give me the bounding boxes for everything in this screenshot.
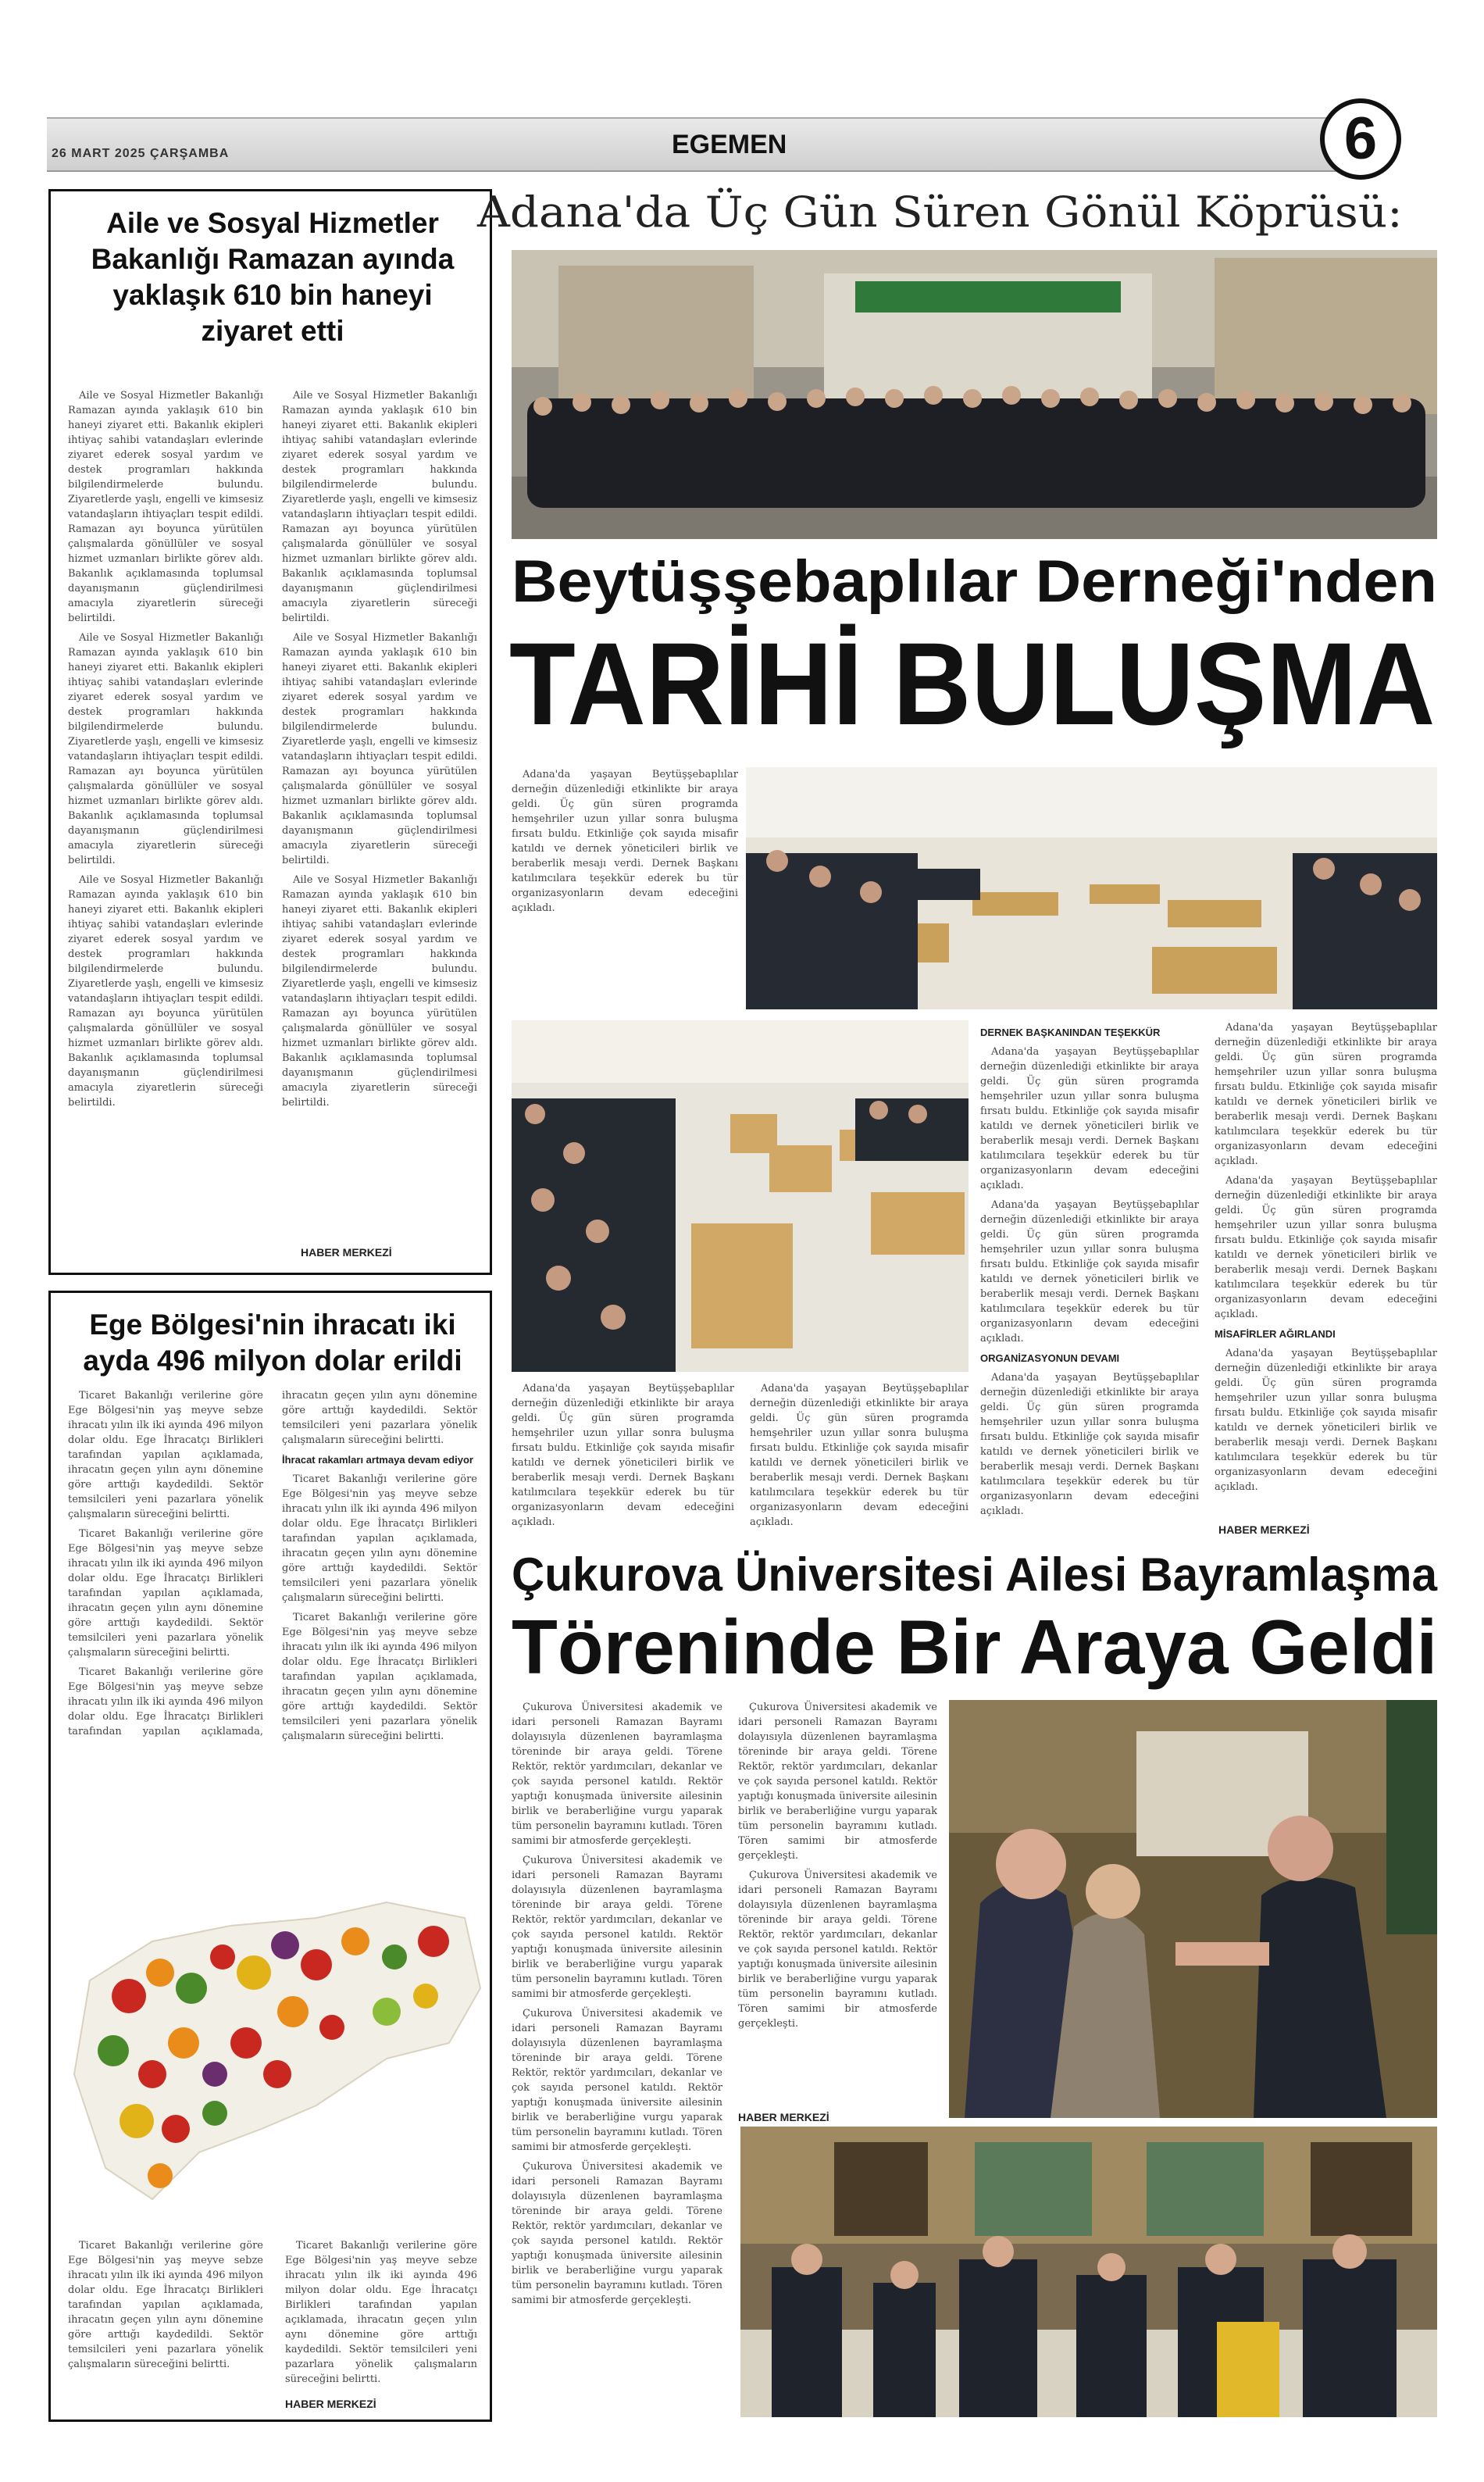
article-paragraph: Aile ve Sosyal Hizmetler Bakanlığı Ramazan ayında yaklaşık 610 bin haneyi ziyaret etti. Bakanlık ekipleri ihtiyaç sahibi vatandaşları evlerinde ziyaret ederek sosyal yardım ve destek programları hakkında bilgilendirmelerde bulundu. Ziyaretlerde yaşlı, engelli ve kimsesiz vatandaşların ihtiyaçları tespit edildi. Ramazan ayı boyunca yürütülen çalışmalarda gönüllüler ve sosyal hizmet uzmanları birlikte görev aldı. Bakanlık açıklamasında toplumsal dayanışmanın güçlendirilmesi amacıyla ziyaretlerin süreceği belirtildi.	[282, 390, 477, 624]
article-box-left-bottom	[48, 1291, 492, 2422]
article-paragraph: Aile ve Sosyal Hizmetler Bakanlığı Ramazan ayında yaklaşık 610 bin haneyi ziyaret etti. Bakanlık ekipleri ihtiyaç sahibi vatandaşları evlerinde ziyaret ederek sosyal yardım ve destek programları hakkında bilgilendirmelerde bulundu. Ziyaretlerde yaşlı, engelli ve kimsesiz vatandaşların ihtiyaçları tespit edildi. Ramazan ayı boyunca yürütülen çalışmalarda gönüllüler ve sosyal hizmet uzmanları birlikte görev aldı. Bakanlık açıklamasında toplumsal dayanışmanın güçlendirilmesi amacıyla ziyaretlerin süreceği belirtildi.	[68, 390, 263, 624]
article-paragraph: Aile ve Sosyal Hizmetler Bakanlığı Ramazan ayında yaklaşık 610 bin haneyi ziyaret etti. Bakanlık ekipleri ihtiyaç sahibi vatandaşları evlerinde ziyaret ederek sosyal yardım ve destek programları hakkında bilgilendirmelerde bulundu. Ziyaretlerde yaşlı, engelli ve kimsesiz vatandaşların ihtiyaçları tespit edildi. Ramazan ayı boyunca yürütülen çalışmalarda gönüllüler ve sosyal hizmet uzmanları birlikte görev aldı. Bakanlık açıklamasında toplumsal dayanışmanın güçlendirilmesi amacıyla ziyaretlerin süreceği belirtildi.	[68, 632, 263, 866]
article-body	[512, 1381, 734, 1541]
article-subhead: İhracat rakamları artmaya devam ediyor	[282, 1454, 473, 1466]
article-paragraph: Aile ve Sosyal Hizmetler Bakanlığı Ramazan ayında yaklaşık 610 bin haneyi ziyaret etti. Bakanlık ekipleri ihtiyaç sahibi vatandaşları evlerinde ziyaret ederek sosyal yardım ve destek programları hakkında bilgilendirmelerde bulundu. Ziyaretlerde yaşlı, engelli ve kimsesiz vatandaşların ihtiyaçları tespit edildi. Ramazan ayı boyunca yürütülen çalışmalarda gönüllüler ve sosyal hizmet uzmanları birlikte görev aldı. Bakanlık açıklamasında toplumsal dayanışmanın güçlendirilmesi amacıyla ziyaretlerin süreceği belirtildi.	[282, 874, 477, 1109]
article-headline-line1: Çukurova Üniversitesi Ailesi Bayramlaşma	[512, 1548, 1438, 1601]
issue-date: 26 MART 2025 ÇARŞAMBA	[52, 147, 230, 160]
article-body	[68, 388, 477, 1236]
article-paragraph: Adana'da yaşayan Beytüşşebaplılar derneğin düzenlediği etkinlikte bir araya geldi. Üç gün süren programda hemşehriler uzun yıllar sonra buluşma fırsatı buldu. Etkinliğe çok sayıda misafir katıldı ve dernek yöneticileri birlik ve beraberlik mesajı verdi. Dernek Başkanı katılımcılara teşekkür ederek bu tür organizasyonların devam edeceğini açıkladı.	[980, 1046, 1199, 1191]
article-headline: Aile ve Sosyal Hizmetler Bakanlığı Ramazan ayında yaklaşık 610 bin haneyi ziyaret etti	[91, 207, 455, 347]
article-paragraph: Adana'da yaşayan Beytüşşebaplılar derneğin düzenlediği etkinlikte bir araya geldi. Üç gün süren programda hemşehriler uzun yıllar sonra buluşma fırsatı buldu. Etkinliğe çok sayıda misafir katıldı ve dernek yöneticileri birlik ve beraberlik mesajı verdi. Dernek Başkanı katılımcılara teşekkür ederek bu tür organizasyonların devam edeceğini açıkladı.	[750, 1383, 969, 1528]
article-body-continued	[68, 2238, 263, 2395]
article-paragraph: Ticaret Bakanlığı verilerine göre Ege Bölgesi'nin yaş meyve sebze ihracatı yılın ilk iki ayında 496 milyon dolar oldu. Ege İhracatçı Birlikleri tarafından yapılan açıklamada, ihracatın geçen yılın aynı dönemine göre arttığı kaydedildi. Sektör temsilcileri yeni pazarlara yönelik çalışmaların süreceğini belirtti.	[282, 1612, 477, 1742]
article-subhead: MİSAFİRLER AĞIRLANDI	[1215, 1328, 1336, 1340]
article-paragraph: Aile ve Sosyal Hizmetler Bakanlığı Ramazan ayında yaklaşık 610 bin haneyi ziyaret etti. Bakanlık ekipleri ihtiyaç sahibi vatandaşları evlerinde ziyaret ederek sosyal yardım ve destek programları hakkında bilgilendirmelerde bulundu. Ziyaretlerde yaşlı, engelli ve kimsesiz vatandaşların ihtiyaçları tespit edildi. Ramazan ayı boyunca yürütülen çalışmalarda gönüllüler ve sosyal hizmet uzmanları birlikte görev aldı. Bakanlık açıklamasında toplumsal dayanışmanın güçlendirilmesi amacıyla ziyaretlerin süreceği belirtildi.	[282, 632, 477, 866]
article-subhead: DERNEK BAŞKANINDAN TEŞEKKÜR	[980, 1027, 1161, 1038]
article-headline: Ege Bölgesi'nin ihracatı iki ayda 496 milyon dolar erildi	[83, 1309, 462, 1377]
article-paragraph: Adana'da yaşayan Beytüşşebaplılar derneğin düzenlediği etkinlikte bir araya geldi. Üç gün süren programda hemşehriler uzun yıllar sonra buluşma fırsatı buldu. Etkinliğe çok sayıda misafir katıldı ve dernek yöneticileri birlik ve beraberlik mesajı verdi. Dernek Başkanı katılımcılara teşekkür ederek bu tür organizasyonların devam edeceğini açıkladı.	[980, 1199, 1199, 1345]
article-paragraph: Adana'da yaşayan Beytüşşebaplılar derneğin düzenlediği etkinlikte bir araya geldi. Üç gün süren programda hemşehriler uzun yıllar sonra buluşma fırsatı buldu. Etkinliğe çok sayıda misafir katıldı ve dernek yöneticileri birlik ve beraberlik mesajı verdi. Dernek Başkanı katılımcılara teşekkür ederek bu tür organizasyonların devam edeceğini açıkladı.	[1215, 1348, 1437, 1493]
article-paragraph: Adana'da yaşayan Beytüşşebaplılar derneğin düzenlediği etkinlikte bir araya geldi. Üç gün süren programda hemşehriler uzun yıllar sonra buluşma fırsatı buldu. Etkinliğe çok sayıda misafir katıldı ve dernek yöneticileri birlik ve beraberlik mesajı verdi. Dernek Başkanı katılımcılara teşekkür ederek bu tür organizasyonların devam edeceğini açıkladı.	[512, 1383, 734, 1528]
article-body	[68, 1388, 477, 1873]
group-photo-image	[512, 250, 1437, 539]
article-paragraph: Ticaret Bakanlığı verilerine göre Ege Bölgesi'nin yaş meyve sebze ihracatı yılın ilk iki ayında 496 milyon dolar oldu. Ege İhracatçı Birlikleri tarafından yapılan açıklamada, ihracatın geçen yılın aynı dönemine göre arttığı kaydedildi. Sektör temsilcileri yeni pazarlara yönelik çalışmaların süreceğini belirtti.	[68, 2240, 263, 2370]
page-number: 6	[1320, 98, 1401, 180]
article-paragraph: Çukurova Üniversitesi akademik ve idari personeli Ramazan Bayramı dolayısıyla düzenlenen bayramlaşma töreninde bir araya geldi. Törene Rektör, rektör yardımcıları, dekanlar ve çok sayıda personel katıldı. Rektör yaptığı konuşmada üniversite ailesinin birlik ve beraberliğine vurgu yaparak tüm personelin bayramını kutladı. Tören samimi bir atmosferde gerçekleşti.	[512, 2161, 722, 2306]
article-paragraph: Ticaret Bakanlığı verilerine göre Ege Bölgesi'nin yaş meyve sebze ihracatı yılın ilk iki ayında 496 milyon dolar oldu. Ege İhracatçı Birlikleri tarafından yapılan açıklamada, ihracatın geçen yılın aynı dönemine göre arttığı kaydedildi. Sektör temsilcileri yeni pazarlara yönelik çalışmaların süreceğini belirtti.	[68, 1390, 263, 1520]
article-paragraph: Ticaret Bakanlığı verilerine göre Ege Bölgesi'nin yaş meyve sebze ihracatı yılın ilk iki ayında 496 milyon dolar oldu. Ege İhracatçı Birlikleri tarafından yapılan açıklamada, ihracatın geçen yılın aynı dönemine göre arttığı kaydedildi. Sektör temsilcileri yeni pazarlara yönelik çalışmaların süreceğini belirtti.	[68, 1528, 263, 1659]
article-body-continued	[285, 2238, 477, 2395]
article-body	[512, 767, 738, 994]
article-signature: HABER MERKEZİ	[1218, 1523, 1310, 1536]
article-paragraph: Ticaret Bakanlığı verilerine göre Ege Bölgesi'nin yaş meyve sebze ihracatı yılın ilk iki ayında 496 milyon dolar oldu. Ege İhracatçı Birlikleri tarafından yapılan açıklamada, ihracatın geçen yılın aynı dönemine göre arttığı kaydedildi. Sektör temsilcileri yeni pazarlara yönelik çalışmaların süreceğini belirtti.	[68, 1390, 477, 1737]
article-paragraph: Çukurova Üniversitesi akademik ve idari personeli Ramazan Bayramı dolayısıyla düzenlenen bayramlaşma töreninde bir araya geldi. Törene Rektör, rektör yardımcıları, dekanlar ve çok sayıda personel katıldı. Rektör yaptığı konuşmada üniversite ailesinin birlik ve beraberliğine vurgu yaparak tüm personelin bayramını kutladı. Tören samimi bir atmosferde gerçekleşti.	[738, 1870, 937, 2030]
article-subhead: ORGANİZASYONUN DEVAMI	[980, 1352, 1120, 1364]
article-body	[750, 1381, 969, 1541]
article-paragraph: Çukurova Üniversitesi akademik ve idari personeli Ramazan Bayramı dolayısıyla düzenlenen bayramlaşma töreninde bir araya geldi. Törene Rektör, rektör yardımcıları, dekanlar ve çok sayıda personel katıldı. Rektör yaptığı konuşmada üniversite ailesinin birlik ve beraberliğine vurgu yaparak tüm personelin bayramını kutladı. Tören samimi bir atmosferde gerçekleşti.	[512, 1702, 722, 1847]
article-headline-line2: Töreninde Bir Araya Geldi	[512, 1604, 1438, 1690]
article-paragraph: Adana'da yaşayan Beytüşşebaplılar derneğin düzenlediği etkinlikte bir araya geldi. Üç gün süren programda hemşehriler uzun yıllar sonra buluşma fırsatı buldu. Etkinliğe çok sayıda misafir katıldı ve dernek yöneticileri birlik ve beraberlik mesajı verdi. Dernek Başkanı katılımcılara teşekkür ederek bu tür organizasyonların devam edeceğini açıkladı.	[512, 769, 738, 914]
article-paragraph: Ticaret Bakanlığı verilerine göre Ege Bölgesi'nin yaş meyve sebze ihracatı yılın ilk iki ayında 496 milyon dolar oldu. Ege İhracatçı Birlikleri tarafından yapılan açıklamada, ihracatın geçen yılın aynı dönemine göre arttığı kaydedildi. Sektör temsilcileri yeni pazarlara yönelik çalışmaların süreceğini belirtti.	[285, 2240, 477, 2385]
article-paragraph: Ticaret Bakanlığı verilerine göre Ege Bölgesi'nin yaş meyve sebze ihracatı yılın ilk iki ayında 496 milyon dolar oldu. Ege İhracatçı Birlikleri tarafından yapılan açıklamada, ihracatın geçen yılın aynı dönemine göre arttığı kaydedildi. Sektör temsilcileri yeni pazarlara yönelik çalışmaların süreceğini belirtti.	[282, 1473, 477, 1604]
article-signature: HABER MERKEZİ	[285, 2398, 376, 2410]
article-paragraph: Çukurova Üniversitesi akademik ve idari personeli Ramazan Bayramı dolayısıyla düzenlenen bayramlaşma töreninde bir araya geldi. Törene Rektör, rektör yardımcıları, dekanlar ve çok sayıda personel katıldı. Rektör yaptığı konuşmada üniversite ailesinin birlik ve beraberliğine vurgu yaparak tüm personelin bayramını kutladı. Tören samimi bir atmosferde gerçekleşti.	[512, 2008, 722, 2153]
association-interior-photo	[746, 767, 1437, 1009]
article-body	[738, 1700, 937, 2106]
article-body	[980, 1020, 1199, 1536]
article-paragraph: Adana'da yaşayan Beytüşşebaplılar derneğin düzenlediği etkinlikte bir araya geldi. Üç gün süren programda hemşehriler uzun yıllar sonra buluşma fırsatı buldu. Etkinliğe çok sayıda misafir katıldı ve dernek yöneticileri birlik ve beraberlik mesajı verdi. Dernek Başkanı katılımcılara teşekkür ederek bu tür organizasyonların devam edeceğini açıkladı.	[1215, 1022, 1437, 1167]
article-paragraph: Adana'da yaşayan Beytüşşebaplılar derneğin düzenlediği etkinlikte bir araya geldi. Üç gün süren programda hemşehriler uzun yıllar sonra buluşma fırsatı buldu. Etkinliğe çok sayıda misafir katıldı ve dernek yöneticileri birlik ve beraberlik mesajı verdi. Dernek Başkanı katılımcılara teşekkür ederek bu tür organizasyonların devam edeceğini açıkladı.	[980, 1372, 1199, 1517]
article-body	[512, 1700, 722, 2403]
newspaper-name: EGEMEN	[672, 130, 787, 159]
article-box-left-top	[48, 189, 492, 1275]
turkey-produce-map-image	[59, 1871, 487, 2230]
article-paragraph: Aile ve Sosyal Hizmetler Bakanlığı Ramazan ayında yaklaşık 610 bin haneyi ziyaret etti. Bakanlık ekipleri ihtiyaç sahibi vatandaşları evlerinde ziyaret ederek sosyal yardım ve destek programları hakkında bilgilendirmelerde bulundu. Ziyaretlerde yaşlı, engelli ve kimsesiz vatandaşların ihtiyaçları tespit edildi. Ramazan ayı boyunca yürütülen çalışmalarda gönüllüler ve sosyal hizmet uzmanları birlikte görev aldı. Bakanlık açıklamasında toplumsal dayanışmanın güçlendirilmesi amacıyla ziyaretlerin süreceği belirtildi.	[68, 874, 263, 1109]
article-paragraph: Çukurova Üniversitesi akademik ve idari personeli Ramazan Bayramı dolayısıyla düzenlenen bayramlaşma töreninde bir araya geldi. Törene Rektör, rektör yardımcıları, dekanlar ve çok sayıda personel katıldı. Rektör yaptığı konuşmada üniversite ailesinin birlik ve beraberliğine vurgu yaparak tüm personelin bayramını kutladı. Tören samimi bir atmosferde gerçekleşti.	[738, 1702, 937, 1862]
article-headline-line2: TARİHİ BULUŞMA	[509, 618, 1436, 749]
ceremony-crowd-photo	[740, 2127, 1437, 2417]
ceremony-handshake-photo	[949, 1700, 1437, 2118]
article-kicker: Adana'da Üç Gün Süren Gönül Köprüsü:	[477, 187, 1403, 237]
article-headline-line1: Beytüşşebaplılar Derneği'nden	[512, 548, 1437, 615]
association-hall-photo	[512, 1020, 969, 1372]
article-body	[1215, 1020, 1437, 1520]
article-paragraph: Çukurova Üniversitesi akademik ve idari personeli Ramazan Bayramı dolayısıyla düzenlenen bayramlaşma töreninde bir araya geldi. Törene Rektör, rektör yardımcıları, dekanlar ve çok sayıda personel katıldı. Rektör yaptığı konuşmada üniversite ailesinin birlik ve beraberliğine vurgu yaparak tüm personelin bayramını kutladı. Tören samimi bir atmosferde gerçekleşti.	[512, 1855, 722, 2000]
article-signature: HABER MERKEZİ	[738, 2111, 829, 2123]
article-signature: HABER MERKEZİ	[301, 1246, 392, 1259]
article-paragraph: Adana'da yaşayan Beytüşşebaplılar derneğin düzenlediği etkinlikte bir araya geldi. Üç gün süren programda hemşehriler uzun yıllar sonra buluşma fırsatı buldu. Etkinliğe çok sayıda misafir katıldı ve dernek yöneticileri birlik ve beraberlik mesajı verdi. Dernek Başkanı katılımcılara teşekkür ederek bu tür organizasyonların devam edeceğini açıkladı.	[1215, 1175, 1437, 1320]
